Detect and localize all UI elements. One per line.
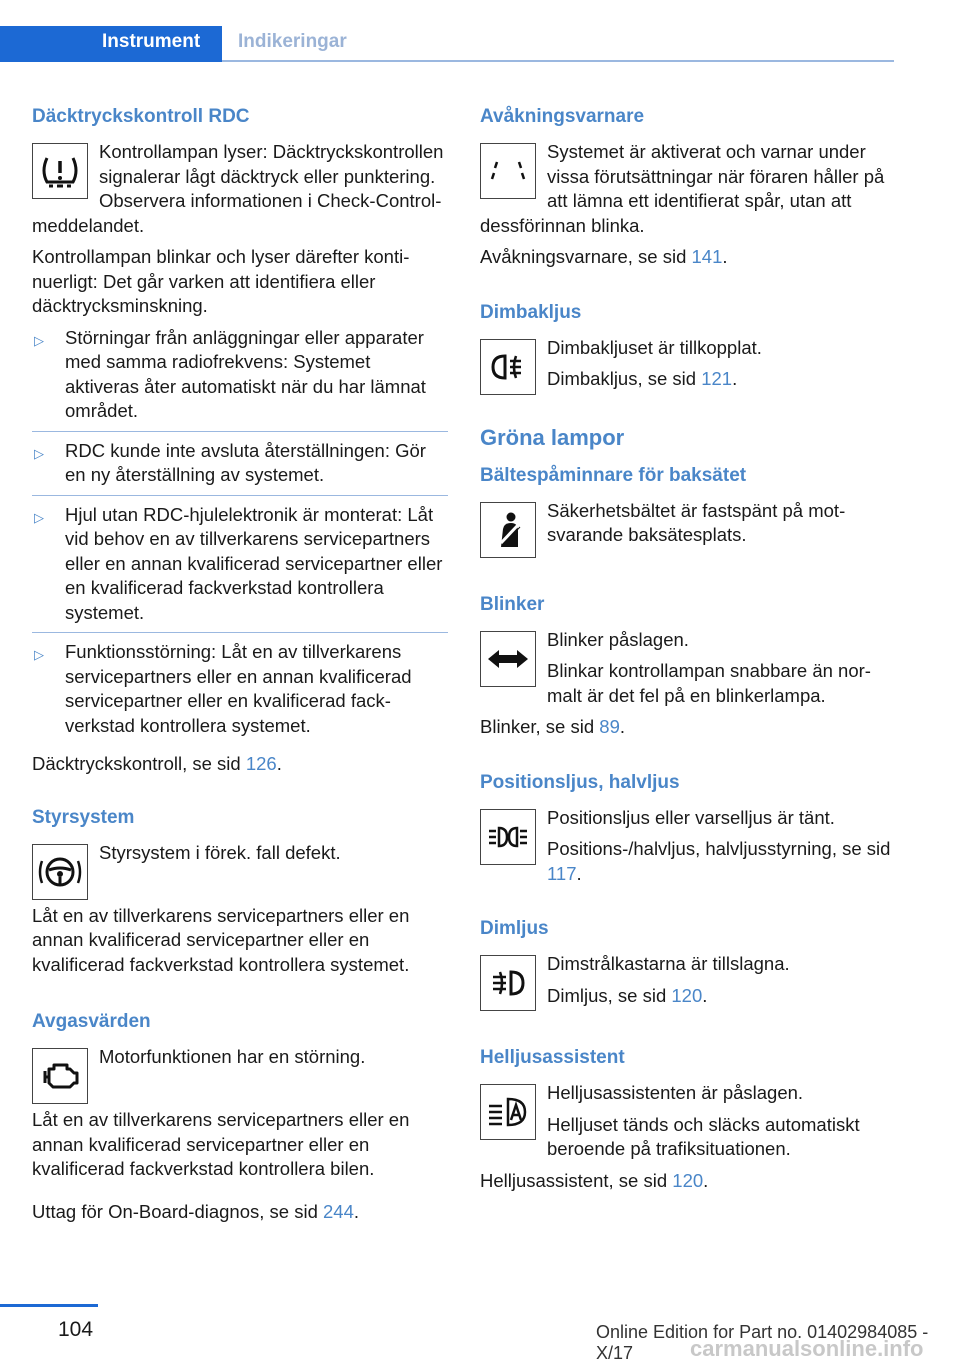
avak-reference: Avåkningsvarnare, se sid 141. — [480, 246, 728, 267]
section-avakning — [480, 104, 894, 270]
section-blinker — [480, 592, 894, 740]
dimljus-reference: Dimljus, se sid 120. — [547, 984, 708, 1006]
hell-text-2: Helljuset tänds och släcks automatiskt beroende på trafiksituationen. — [547, 1113, 860, 1159]
heading-rdc: Däcktryckskontroll RDC — [32, 106, 250, 127]
heading-baltespaminnare: Bältespåminnare för baksätet — [480, 464, 747, 486]
rdc-reference: Däcktryckskontroll, se sid 126. — [32, 753, 282, 774]
heading-helljusassistent: Helljusassistent — [480, 1047, 625, 1068]
page-link[interactable]: 120 — [672, 1169, 704, 1191]
blinker-text-2: Blinkar kontrollampan snabbare än normalt är det fel på en blinkerlampa. — [547, 660, 871, 706]
list-item: ▷ RDC kunde inte avsluta återställningen: Gör en ny återställning av systemet. — [32, 439, 448, 496]
high-beam-assistant-icon — [480, 1084, 536, 1140]
heading-dimbakljus: Dimbakljus — [480, 301, 582, 323]
left-column — [32, 104, 448, 1256]
section-styrsystem — [32, 805, 448, 978]
front-fog-light-icon — [480, 955, 536, 1011]
blinker-reference: Blinker, se sid 89. — [480, 716, 625, 737]
avak-text-1: Systemet är aktiverat och varnar under vissa förutsättningar när föraren håller på att lämna ett identifierat spår, utan att dessförinnan blinka. — [480, 141, 885, 236]
tire-pressure-warning-icon — [32, 143, 88, 199]
balte-text-1: Säkerhetsbältet är fastspänt på motsvarande baksätesplats. — [547, 499, 846, 545]
right-column — [480, 104, 894, 1225]
dimbak-text-1: Dimbakljuset är tillkopplat. — [547, 336, 762, 358]
bullet-triangle-icon: ▷ — [34, 445, 44, 461]
section-dimbakljus — [480, 300, 894, 399]
heading-styrsystem: Styrsystem — [32, 806, 135, 828]
avgas-text-2: Låt en av tillverkarens servicepartners eller en annan kvalificerad servicepartner eller en kvalificerad fackverkstad kontrollera bilen. — [32, 1109, 410, 1179]
section-positionsljus — [480, 770, 894, 887]
section-helljusassistent — [480, 1045, 894, 1193]
heading-grona-lampor: Gröna lampor — [480, 424, 625, 450]
section-rdc — [32, 104, 448, 777]
list-item: ▷ Hjul utan RDC-hjulelektronik är monterat: Låt vid behov en av tillverkarens servicepartners eller en annan kvalificerad servicepartner eller en kvalificerad fackverkstad kontrollera systemet. — [32, 503, 448, 634]
pos-reference: Positions-/halvljus, halvljusstyrning, se sid 117. — [547, 838, 891, 884]
page-link[interactable]: 244 — [323, 1200, 354, 1222]
bullet-triangle-icon: ▷ — [34, 332, 44, 348]
lane-departure-icon — [480, 143, 536, 199]
position-light-icon — [480, 809, 536, 865]
heading-blinker: Blinker — [480, 593, 545, 615]
check-engine-icon — [32, 1048, 88, 1104]
page-number: 104 — [58, 1318, 94, 1341]
section-baltespaminnare — [480, 463, 894, 562]
avgas-text-1: Motorfunktionen har en störning. — [99, 1046, 366, 1067]
avgas-reference: Uttag för On-Board-diagnos, se sid 244. — [32, 1200, 360, 1222]
turn-signal-icon — [480, 631, 536, 687]
tab-indikeringar[interactable]: Indikeringar — [238, 31, 347, 52]
bullet-triangle-icon: ▷ — [34, 509, 44, 525]
page-link[interactable]: 126 — [245, 753, 277, 774]
dimljus-text-1: Dimstrålkastarna är tillslagna. — [547, 953, 790, 974]
rdc-text-2: Kontrollampan blinkar och lyser därefter kontinuerligt: Det går varken att identifiera eller däcktrycksminskning. — [32, 246, 410, 316]
page-link[interactable]: 89 — [599, 716, 620, 737]
page-link[interactable]: 120 — [671, 984, 703, 1006]
seatbelt-icon — [480, 502, 536, 558]
rear-fog-light-icon — [480, 339, 536, 395]
blinker-text-1: Blinker påslagen. — [547, 628, 689, 650]
hell-reference: Helljusassistent, se sid 120. — [480, 1169, 709, 1191]
rdc-bullet-list — [32, 326, 448, 746]
watermark: carmanualsonline.info — [690, 1336, 924, 1361]
section-dimljus — [480, 916, 894, 1015]
pos-text-1: Positionsljus eller varselljus är tänt. — [547, 806, 835, 828]
page-link[interactable]: 141 — [691, 246, 723, 267]
heading-positionsljus: Positionsljus, halvljus — [480, 771, 680, 793]
dimbak-reference: Dimbakljus, se sid 121. — [547, 368, 738, 389]
rdc-text-1: Kontrollampan lyser: Däcktryckskontrollen signalerar lågt däcktryck eller punktering. Observera informationen i Check-Control-meddelandet. — [32, 141, 444, 236]
edition-note: Online Edition for Part no. 01402984085 - X/17 — [596, 1322, 929, 1363]
section-avgas — [32, 1009, 448, 1224]
page-link[interactable]: 117 — [547, 862, 577, 884]
heading-avgas: Avgasvärden — [32, 1011, 151, 1032]
header-rule — [222, 60, 894, 62]
styr-text-1: Styrsystem i förek. fall defekt. — [99, 841, 341, 863]
heading-avakning: Avåkningsvarnare — [480, 106, 645, 127]
heading-dimljus: Dimljus — [480, 918, 549, 939]
list-item: ▷ Funktionsstörning: Låt en av tillverkarens servicepartners eller en annan kvalificerad servicepartner eller en kvalificerad fackverkstad kontrollera systemet. — [34, 641, 412, 736]
footer-rule — [0, 1304, 98, 1307]
list-item: ▷ Störningar från anläggningar eller apparater med samma radiofrekvens: Systemet aktiveras åter automatiskt när du har lämnat området. — [32, 326, 448, 432]
styr-text-2: Låt en av tillverkarens servicepartners eller en annan kvalificerad servicepartner eller en kvalificerad fackverkstad kontrollera systemet. — [32, 904, 410, 975]
steering-warning-icon — [32, 844, 88, 900]
hell-text-1: Helljusassistenten är påslagen. — [547, 1082, 804, 1103]
bullet-triangle-icon: ▷ — [34, 647, 44, 662]
page-link[interactable]: 121 — [701, 368, 733, 389]
tab-instrument[interactable]: Instrument — [0, 26, 222, 62]
